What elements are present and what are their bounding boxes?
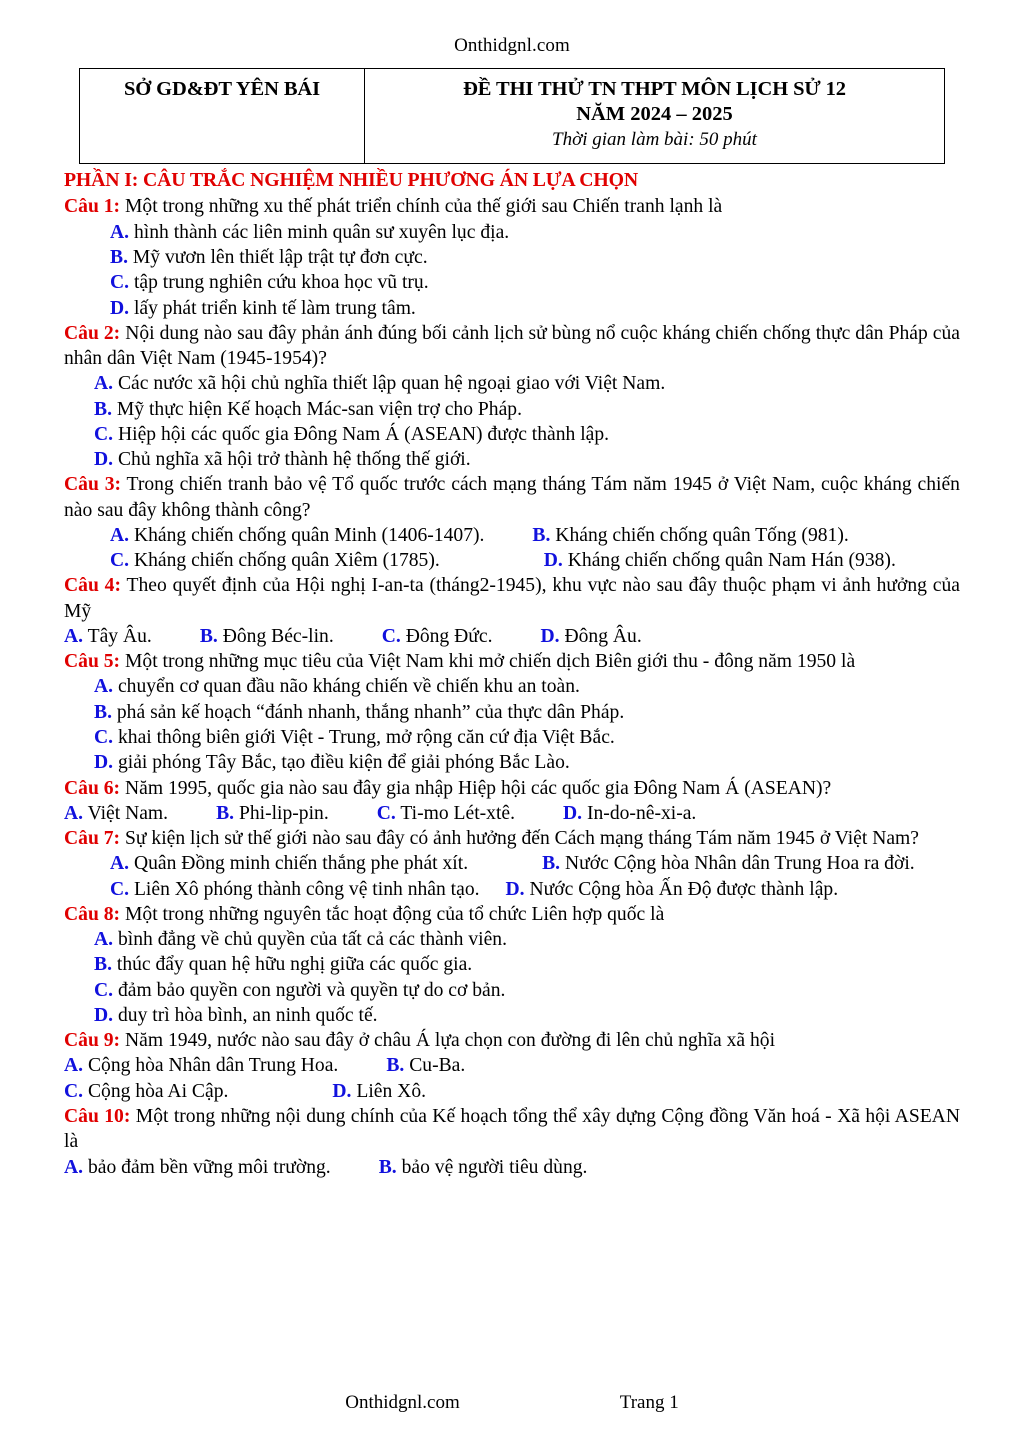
question-stem bbox=[64, 321, 960, 372]
option-letter: D. bbox=[94, 752, 114, 774]
option-pair-ab[interactable] bbox=[64, 851, 960, 876]
option-text: Kháng chiến chống quân Minh (1406-1407). bbox=[133, 524, 485, 546]
option-text: Hiệp hội các quốc gia Đông Nam Á (ASEAN) được thành lập. bbox=[117, 423, 610, 445]
option-text: Ti-mo Lét-xtê. bbox=[400, 802, 516, 824]
option-letter: A. bbox=[110, 524, 130, 546]
question-number: Câu 4: bbox=[64, 575, 121, 597]
option-letter: D. bbox=[543, 550, 563, 572]
option-text: Mỹ thực hiện Kế hoạch Mác-san viện trợ cho Pháp. bbox=[116, 398, 523, 420]
option-text: Nước Cộng hòa Nhân dân Trung Hoa ra đời. bbox=[564, 853, 915, 875]
question-number: Câu 8: bbox=[64, 903, 121, 925]
question-number: Câu 7: bbox=[64, 828, 121, 850]
option-letter: C. bbox=[110, 272, 130, 294]
option-letter: C. bbox=[110, 878, 130, 900]
question-number: Câu 3: bbox=[64, 474, 122, 496]
option-letter: D. bbox=[563, 802, 583, 824]
option-text: Việt Nam. bbox=[87, 802, 169, 824]
question-text: Trong chiến tranh bảo vệ Tổ quốc trước cách mạng tháng Tám năm 1945 ở Việt Nam, cuộc kháng chiến nào sau đây không thành công? bbox=[64, 474, 960, 521]
option-text: tập trung nghiên cứu khoa học vũ trụ. bbox=[133, 272, 429, 294]
option-a[interactable] bbox=[64, 220, 960, 245]
option-text: đảm bảo quyền con người và quyền tự do cơ bản. bbox=[117, 979, 506, 1001]
question-number: Câu 5: bbox=[64, 651, 121, 673]
option-text: Cộng hòa Nhân dân Trung Hoa. bbox=[87, 1055, 339, 1077]
question-text: Một trong những nguyên tắc hoạt động của tổ chức Liên hợp quốc là bbox=[124, 903, 665, 925]
option-text: thúc đẩy quan hệ hữu nghị giữa các quốc gia. bbox=[116, 954, 473, 976]
question-text: Nội dung nào sau đây phản ánh đúng bối cảnh lịch sử bùng nổ cuộc kháng chiến chống thực dân Pháp của nhân dân Việt Nam (1945-1954)? bbox=[64, 322, 960, 370]
option-letter: A. bbox=[94, 929, 114, 951]
option-letter: D. bbox=[540, 625, 560, 647]
question-stem bbox=[64, 776, 960, 801]
page-footer bbox=[0, 1392, 1024, 1414]
exam-duration: Thời gian làm bài: 50 phút bbox=[552, 129, 757, 151]
option-letter: B. bbox=[94, 701, 112, 723]
option-text: chuyển cơ quan đầu não kháng chiến về chiến khu an toàn. bbox=[117, 676, 580, 698]
option-text: Các nước xã hội chủ nghĩa thiết lập quan hệ ngoại giao với Việt Nam. bbox=[117, 373, 666, 395]
option-letter: A. bbox=[64, 625, 84, 647]
option-a[interactable] bbox=[64, 927, 960, 952]
exam-header-table bbox=[79, 68, 945, 164]
question-number: Câu 10: bbox=[64, 1106, 131, 1127]
question-text: Theo quyết định của Hội nghị I-an-ta (tháng2-1945), khu vực nào sau đây thuộc phạm vi ảnh hưởng của Mỹ bbox=[64, 575, 960, 622]
option-row[interactable] bbox=[64, 624, 960, 649]
option-b[interactable] bbox=[64, 952, 960, 977]
option-text: bình đẳng về chủ quyền của tất cả các thành viên. bbox=[117, 929, 507, 951]
option-c[interactable] bbox=[64, 978, 960, 1003]
option-letter: B. bbox=[199, 625, 218, 647]
header-watermark: Onthidgnl.com bbox=[454, 35, 570, 56]
option-letter: A. bbox=[94, 373, 114, 395]
exam-info-cell bbox=[365, 69, 945, 164]
option-text: Cu-Ba. bbox=[409, 1055, 466, 1077]
option-letter: D. bbox=[110, 297, 130, 319]
question-block bbox=[64, 776, 960, 827]
question-number: Câu 9: bbox=[64, 1030, 121, 1052]
option-b[interactable] bbox=[64, 245, 960, 270]
option-text: Kháng chiến chống quân Tống (981). bbox=[555, 524, 849, 546]
option-text: In-do-nê-xi-a. bbox=[586, 802, 697, 824]
option-text: hình thành các liên minh quân sư xuyên lục địa. bbox=[133, 221, 510, 243]
option-c[interactable] bbox=[64, 270, 960, 295]
organization-cell bbox=[80, 69, 365, 164]
option-text: Mỹ vươn lên thiết lập trật tự đơn cực. bbox=[132, 246, 428, 268]
question-block bbox=[64, 321, 960, 473]
option-letter: A. bbox=[64, 802, 84, 824]
question-text: Năm 1995, quốc gia nào sau đây gia nhập Hiệp hội các quốc gia Đông Nam Á (ASEAN)? bbox=[124, 777, 832, 799]
option-a[interactable] bbox=[64, 674, 960, 699]
option-text: Đông Đức. bbox=[405, 625, 493, 647]
option-letter: D. bbox=[94, 449, 114, 471]
option-d[interactable] bbox=[64, 296, 960, 321]
question-block bbox=[64, 649, 960, 775]
question-text: Năm 1949, nước nào sau đây ở châu Á lựa chọn con đường đi lên chủ nghĩa xã hội bbox=[124, 1030, 776, 1052]
question-block bbox=[64, 826, 960, 902]
option-d[interactable] bbox=[64, 447, 960, 472]
option-c[interactable] bbox=[64, 422, 960, 447]
exam-year: NĂM 2024 – 2025 bbox=[576, 102, 733, 125]
option-d[interactable] bbox=[64, 1003, 960, 1028]
option-text: Liên Xô phóng thành công vệ tinh nhân tạo. bbox=[133, 878, 480, 900]
option-text: Đông Âu. bbox=[564, 625, 642, 647]
option-text: Liên Xô. bbox=[356, 1080, 427, 1102]
part-heading: PHẦN I: CÂU TRẮC NGHIỆM NHIỀU PHƯƠNG ÁN LỰA CHỌN bbox=[64, 168, 638, 191]
option-letter: B. bbox=[378, 1156, 397, 1178]
option-pair-cd[interactable] bbox=[64, 1079, 960, 1104]
option-letter: B. bbox=[532, 524, 551, 546]
option-b[interactable] bbox=[64, 397, 960, 422]
option-pair-cd[interactable] bbox=[64, 548, 960, 573]
option-letter: A. bbox=[110, 853, 130, 875]
question-block bbox=[64, 1028, 960, 1104]
option-pair-ab[interactable] bbox=[64, 1155, 960, 1180]
question-number: Câu 2: bbox=[64, 322, 121, 344]
question-stem bbox=[64, 902, 960, 927]
option-letter: C. bbox=[376, 802, 396, 824]
option-pair-ab[interactable] bbox=[64, 523, 960, 548]
option-letter: D. bbox=[332, 1080, 352, 1102]
question-text: Sự kiện lịch sử thế giới nào sau đây có ảnh hưởng đến Cách mạng tháng Tám năm 1945 ở Việt Nam? bbox=[124, 828, 919, 850]
option-letter: A. bbox=[94, 676, 114, 698]
option-letter: A. bbox=[64, 1055, 84, 1077]
option-text: Quân Đồng minh chiến thắng phe phát xít. bbox=[133, 853, 469, 875]
option-text: khai thông biên giới Việt - Trung, mở rộng căn cứ địa Việt Bắc. bbox=[117, 727, 615, 749]
option-text: lấy phát triển kinh tế làm trung tâm. bbox=[133, 297, 416, 319]
option-text: Tây Âu. bbox=[87, 625, 152, 647]
option-text: phá sản kế hoạch “đánh nhanh, thắng nhanh” của thực dân Pháp. bbox=[116, 701, 625, 723]
question-block bbox=[64, 902, 960, 1028]
option-letter: D. bbox=[94, 1004, 114, 1026]
question-stem bbox=[64, 472, 960, 523]
option-letter: B. bbox=[94, 398, 112, 420]
exam-header-row bbox=[80, 69, 945, 164]
option-pair-ab[interactable] bbox=[64, 1053, 960, 1078]
option-letter: B. bbox=[386, 1055, 405, 1077]
question-text: Một trong những nội dung chính của Kế hoạch tổng thể xây dựng Cộng đồng Văn hoá - Xã hội ASEAN là bbox=[64, 1106, 960, 1153]
option-letter: C. bbox=[381, 625, 401, 647]
option-d[interactable] bbox=[64, 750, 960, 775]
footer-watermark: Onthidgnl.com bbox=[345, 1392, 460, 1413]
question-stem bbox=[64, 826, 960, 851]
option-letter: D. bbox=[505, 878, 525, 900]
option-c[interactable] bbox=[64, 725, 960, 750]
question-block bbox=[64, 472, 960, 573]
option-letter: B. bbox=[542, 853, 561, 875]
question-text: Một trong những xu thế phát triển chính của thế giới sau Chiến tranh lạnh là bbox=[124, 196, 723, 218]
option-letter: C. bbox=[94, 423, 114, 445]
option-text: Nước Cộng hòa Ấn Độ được thành lập. bbox=[529, 878, 839, 900]
option-text: bảo vệ người tiêu dùng. bbox=[401, 1156, 588, 1178]
option-a[interactable] bbox=[64, 371, 960, 396]
question-stem bbox=[64, 573, 960, 624]
option-letter: C. bbox=[94, 979, 114, 1001]
option-text: bảo đảm bền vững môi trường. bbox=[87, 1156, 331, 1178]
question-block bbox=[64, 194, 960, 320]
question-number: Câu 1: bbox=[64, 196, 121, 218]
option-letter: B. bbox=[110, 246, 128, 268]
option-row[interactable] bbox=[64, 801, 960, 826]
option-letter: C. bbox=[64, 1080, 84, 1102]
option-text: Chủ nghĩa xã hội trở thành hệ thống thế giới. bbox=[117, 449, 471, 471]
organization-name: SỞ GD&ĐT YÊN BÁI bbox=[123, 78, 321, 100]
question-number: Câu 6: bbox=[64, 777, 121, 799]
option-b[interactable] bbox=[64, 700, 960, 725]
question-stem bbox=[64, 649, 960, 674]
option-letter: B. bbox=[94, 954, 112, 976]
question-stem bbox=[64, 1104, 960, 1155]
option-pair-cd[interactable] bbox=[64, 877, 960, 902]
question-content bbox=[64, 167, 960, 1180]
option-letter: A. bbox=[64, 1156, 84, 1178]
exam-title: ĐỀ THI THỬ TN THPT MÔN LỊCH SỬ 12 bbox=[463, 78, 846, 100]
option-letter: A. bbox=[110, 221, 130, 243]
option-text: Kháng chiến chống quân Nam Hán (938). bbox=[567, 550, 896, 572]
question-stem bbox=[64, 194, 960, 219]
page-number: Trang 1 bbox=[619, 1392, 679, 1413]
option-text: Đông Béc-lin. bbox=[222, 625, 334, 647]
option-text: giải phóng Tây Bắc, tạo điều kiện để giải phóng Bắc Lào. bbox=[117, 752, 570, 774]
option-text: Cộng hòa Ai Cập. bbox=[87, 1080, 229, 1102]
option-text: Kháng chiến chống quân Xiêm (1785). bbox=[133, 550, 440, 572]
option-letter: C. bbox=[94, 727, 114, 749]
option-text: Phi-lip-pin. bbox=[238, 802, 329, 824]
question-text: Một trong những mục tiêu của Việt Nam khi mở chiến dịch Biên giới thu - đông năm 1950 là bbox=[124, 651, 856, 673]
question-block bbox=[64, 573, 960, 649]
question-block bbox=[64, 1104, 960, 1180]
question-stem bbox=[64, 1028, 960, 1053]
option-text: duy trì hòa bình, an ninh quốc tế. bbox=[117, 1004, 378, 1026]
option-letter: B. bbox=[216, 802, 235, 824]
option-letter: C. bbox=[110, 550, 130, 572]
